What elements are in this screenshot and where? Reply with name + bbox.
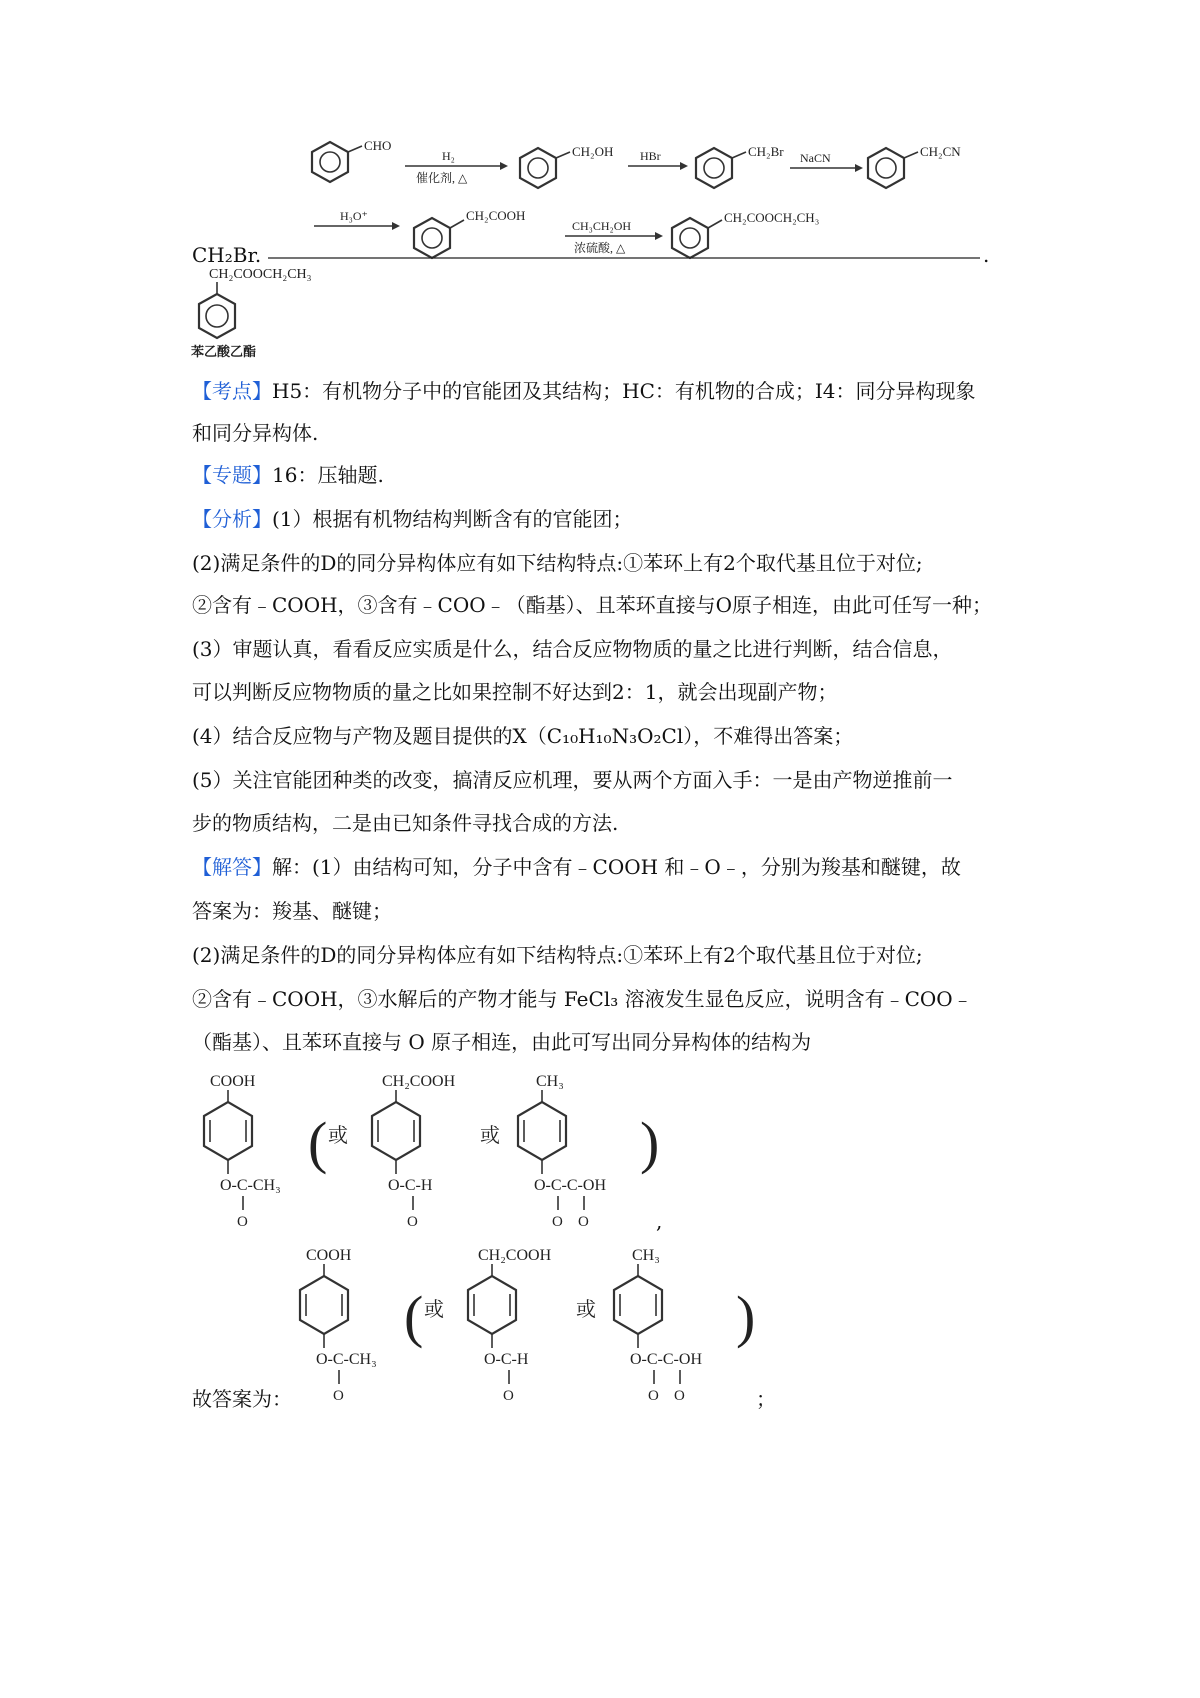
s2-carbonyl-o: O [407,1214,418,1230]
synthesis-scheme [0,0,1200,270]
m5-substituent: CH₂COOH [466,208,526,223]
or-word-2: 或 [480,1125,500,1147]
product-structure [185,260,345,365]
a3-bottom-group: O-C-C-OH [630,1351,702,1368]
arrow2-reagent: HBr [640,149,661,163]
answer-label: 故答案为： [192,1387,292,1411]
a3-carbonyl-o2: O [674,1388,685,1404]
or-word-4: 或 [576,1299,596,1321]
jieda-tag: 【解答】 [192,855,272,879]
jieda-line3: (2)满足条件的D的同分异构体应有如下结构特点:①苯环上有2个取代基且位于对位; [192,943,923,967]
or-word-3: 或 [424,1299,444,1321]
s1-carbonyl-o: O [237,1214,248,1230]
synthesis-end-mark: . [983,243,990,267]
close-paren: ) [640,1110,660,1175]
m2-substituent: CH₂OH [572,144,614,159]
kaodian-line2: 和同分异构体. [192,421,319,445]
benzene-ring [696,148,746,188]
answer-end: ； [756,1387,776,1411]
arrow5-condition: 浓硫酸, △ [574,241,626,255]
fenxi-line3: ②含有﹣COOH，③含有﹣COO﹣（酯基）、且苯环直接与O原子相连，由此可任写一种； [192,593,993,617]
fenxi-line7: (5）关注官能团种类的改变，搞清反应机理，要从两个方面入手：一是由产物逆推前一 [192,768,953,792]
fenxi-tag: 【分析】 [192,507,272,531]
fenxi-line2: (2)满足条件的D的同分异构体应有如下结构特点:①苯环上有2个取代基且位于对位; [192,551,923,575]
a1-top-group: COOH [306,1247,352,1264]
fenxi-line6: (4）结合反应物与产物及题目提供的X（C₁₀H₁₀N₃O₂Cl），不难得出答案； [192,724,854,748]
benzene-ring [868,148,918,188]
m1-substituent: CHO [364,138,392,153]
isomer-structures-1 [190,1066,710,1236]
s3-top-group: CH₃ [536,1073,564,1090]
arrow1-reagent: H₂ [442,149,455,163]
a3-top-group: CH₃ [632,1247,660,1264]
fenxi-line5: 可以判断反应物物质的量之比如果控制不好达到2：1，就会出现副产物； [192,680,838,704]
arrow4-reagent: H₃O⁺ [340,209,368,223]
kaodian-tag: 【考点】 [192,379,272,403]
jieda-line2: 答案为：羧基、醚键； [192,899,392,923]
s1-top-group: COOH [210,1073,256,1090]
a2-bottom-group: O-C-H [484,1351,529,1368]
product-name: 苯乙酸乙酯 [191,344,257,359]
or-word-1: 或 [328,1125,348,1147]
arrow3-reagent: NaCN [800,151,831,165]
s3-bottom-group: O-C-C-OH [534,1177,606,1194]
zhuanti-tag: 【专题】 [192,463,272,487]
s3-carbonyl-o2: O [578,1214,589,1230]
product-substituent: CH₂COOCH₂CH₃ [209,267,312,282]
jieda-line4: ②含有﹣COOH，③水解后的产物才能与 FeCl₃ 溶液发生显色反应，说明含有﹣COO﹣ [192,987,973,1011]
close-paren-2: ) [736,1284,756,1349]
jieda-text1: 解：(1）由结构可知，分子中含有﹣COOH 和﹣O﹣，分别为羧基和醚键，故 [272,855,961,879]
open-paren-2: ( [404,1284,424,1349]
benzene-ring [520,148,570,188]
fenxi-line4: (3）审题认真，看看反应实质是什么，结合反应物物质的量之比进行判断，结合信息， [192,637,953,661]
zhuanti-text: 16：压轴题. [272,463,384,487]
a2-carbonyl-o: O [503,1388,514,1404]
m6-substituent: CH₂COOCH₂CH₃ [724,210,820,225]
benzene-ring [414,218,464,258]
benzene-ring [312,142,362,182]
s3-carbonyl-o1: O [552,1214,563,1230]
synthesis-prefix: CH₂Br. [192,243,262,267]
fenxi-line8: 步的物质结构，二是由已知条件寻找合成的方法. [192,811,619,835]
kaodian-text: H5：有机物分子中的官能团及其结构；HC：有机物的合成；I4：同分异构现象 [272,379,976,403]
benzene-ring [672,218,722,258]
zhuanti-line [192,460,384,490]
fenxi-line1 [192,504,633,534]
a2-top-group: CH₂COOH [478,1247,552,1264]
kaodian-line1 [192,376,976,406]
arrow5-reagent: CH₃CH₂OH [572,219,632,233]
a3-carbonyl-o1: O [648,1388,659,1404]
s1-bottom-group: O-C-CH₃ [220,1177,281,1194]
open-paren: ( [308,1110,328,1175]
jieda-line1 [192,852,961,882]
a1-carbonyl-o: O [333,1388,344,1404]
m3-substituent: CH₂Br [748,144,784,159]
s2-top-group: CH₂COOH [382,1073,456,1090]
jieda-line5: （酯基）、且苯环直接与 O 原子相连，由此可写出同分异构体的结构为 [192,1030,812,1054]
a1-bottom-group: O-C-CH₃ [316,1351,377,1368]
fenxi-text1: (1）根据有机物结构判断含有的官能团； [272,507,633,531]
m4-substituent: CH₂CN [920,144,961,159]
isomer-comma: , [656,1209,663,1233]
arrow1-condition: 催化剂, △ [416,171,468,185]
s2-bottom-group: O-C-H [388,1177,433,1194]
answer-structures [286,1240,786,1410]
